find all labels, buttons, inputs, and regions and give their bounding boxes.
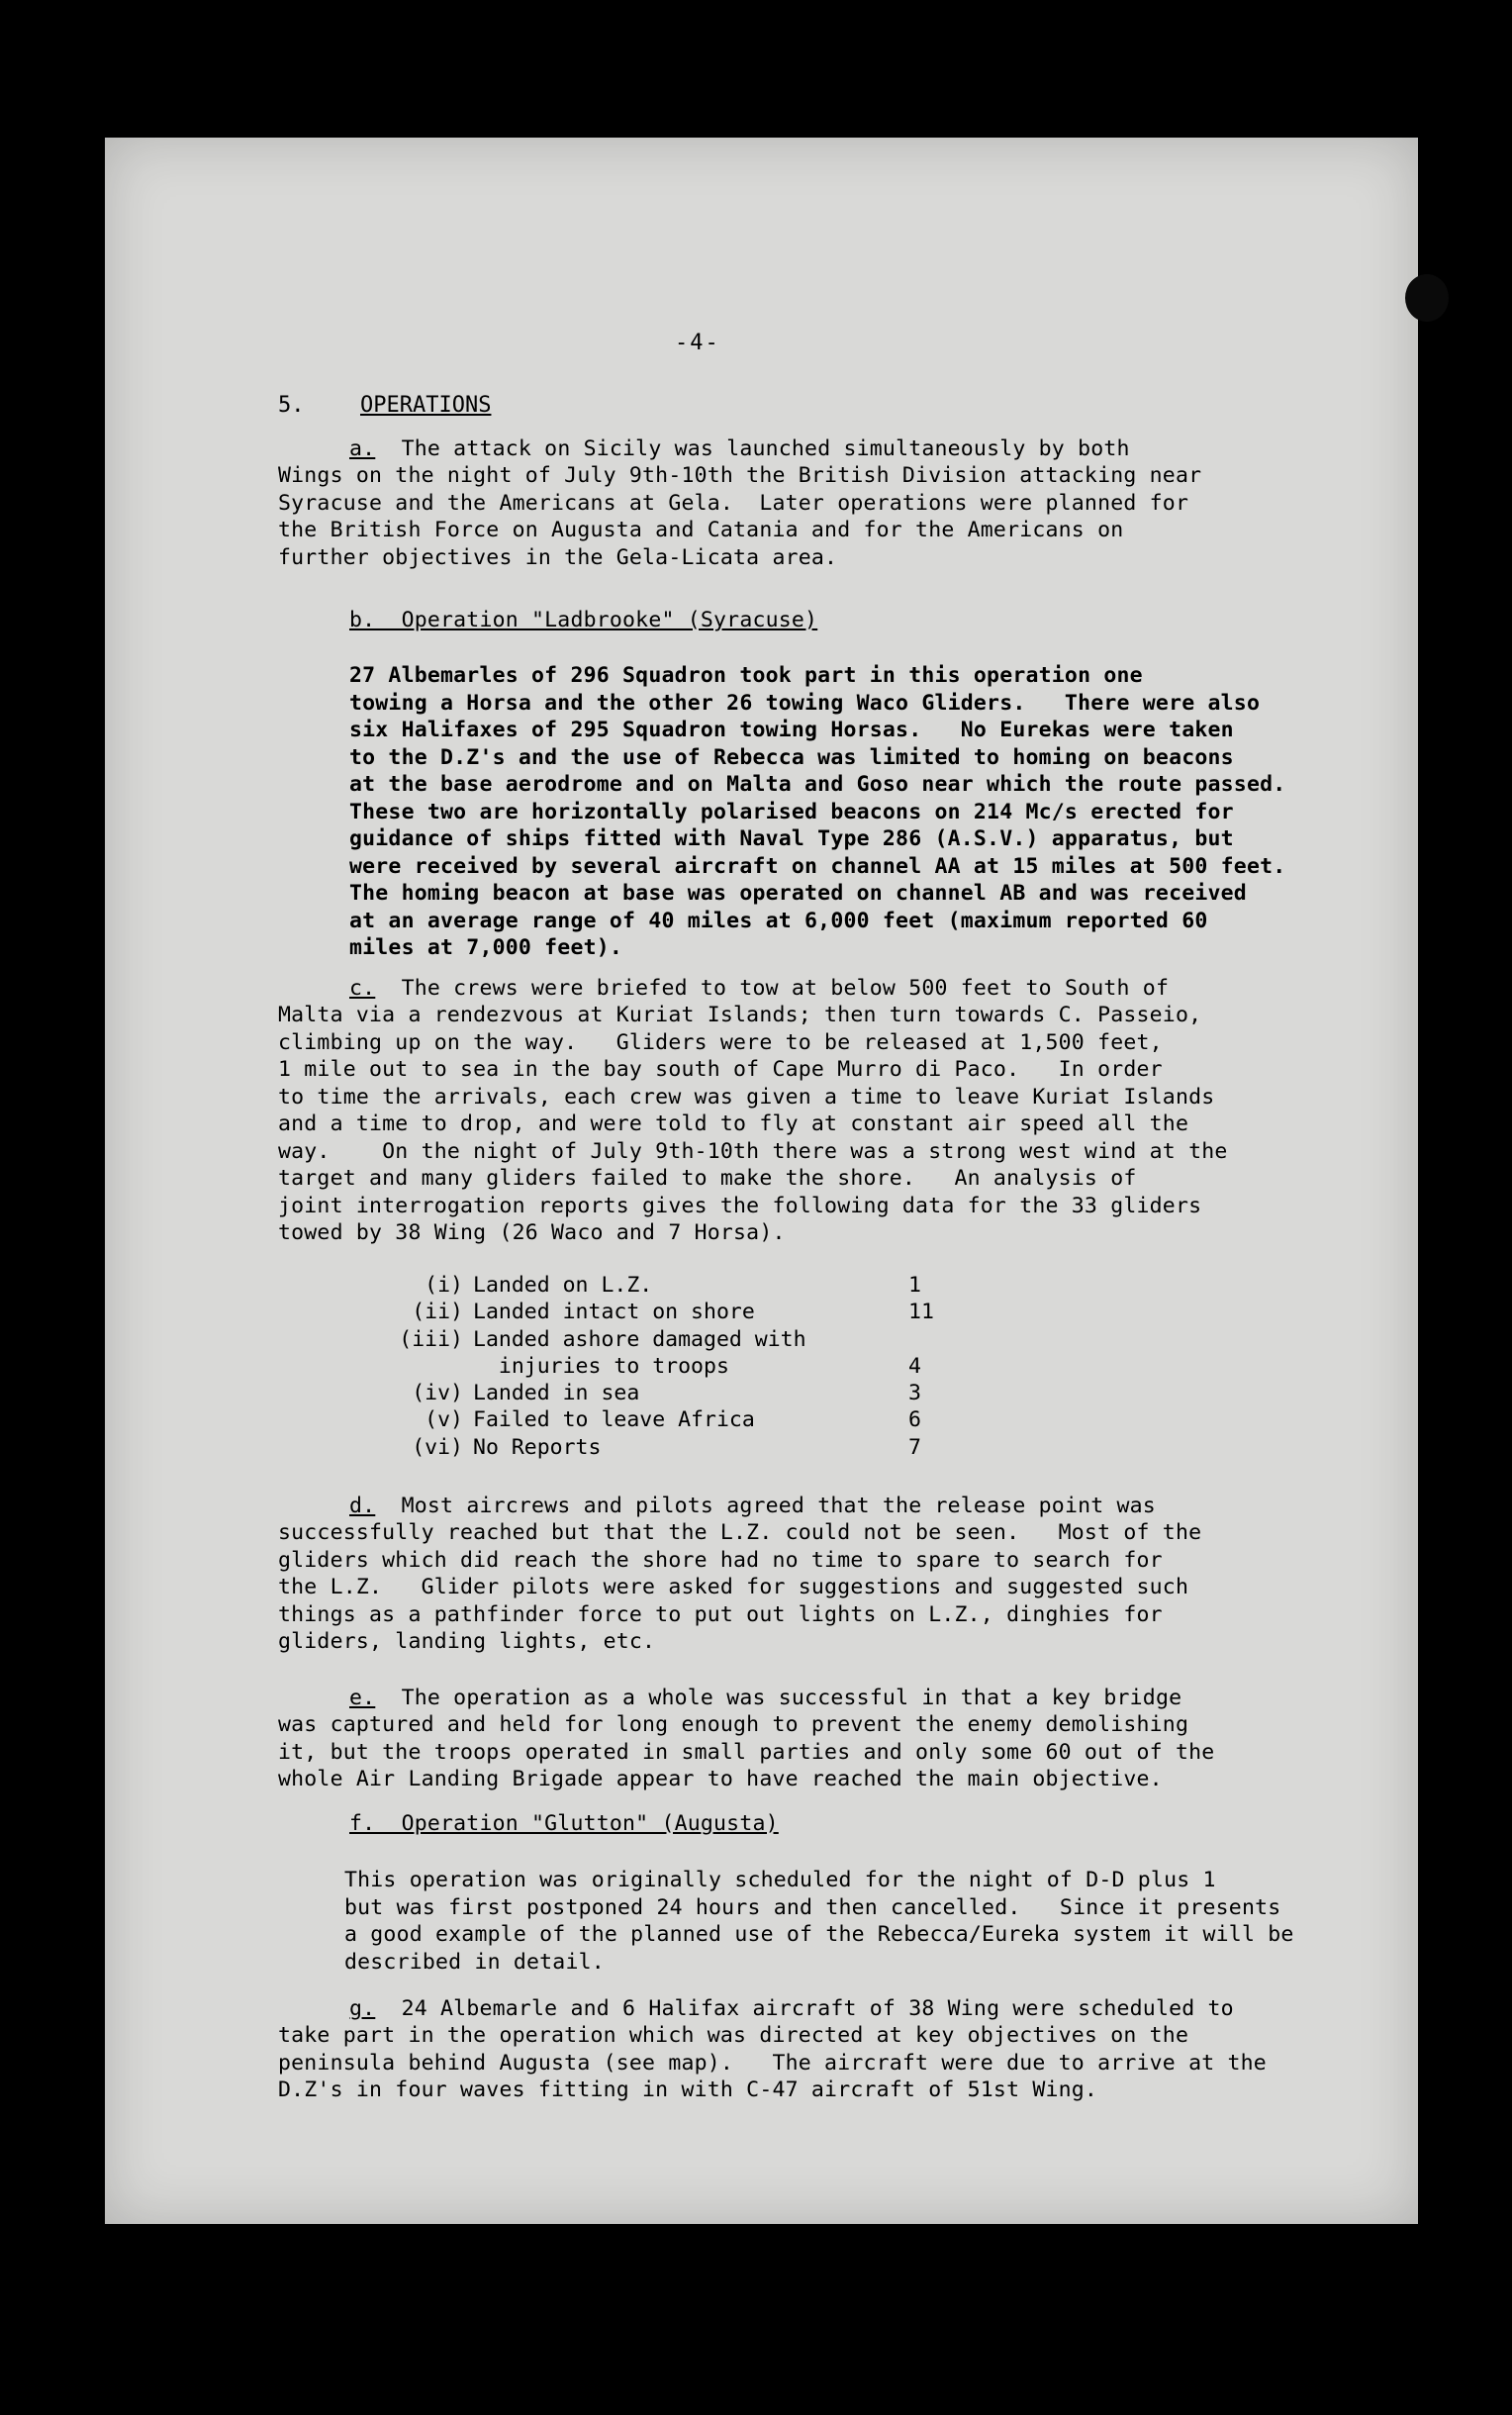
para-f-heading: f. Operation "Glutton" (Augusta) [349, 1811, 779, 1836]
para-b-text: 27 Albemarles of 296 Squadron took part in this operation one towing a Horsa and the other 26 towing Waco Gliders. There were also six Halifaxes of 295 Squadron towing Horsas. No Eurekas were taken to the D.Z's and the use of Rebecca was limited to homing on beacons at the base aerodrome and on Malta and Goso near which the route passed. These two are horizontally polarised beacons on 214 Mc/s erected for guidance of ships fitted with Naval Type 286 (A.S.V.) apparatus, but were received by several aircraft on channel AA at 15 miles at 500 feet. The homing beacon at base was operated on channel AB and was received at an average range of 40 miles at 6,000 feet (maximum reported 60 miles at 7,000 feet). [349, 663, 1286, 960]
glider-table-num: (vi) [412, 1434, 463, 1460]
para-d-first-line: Most aircrews and pilots agreed that the release point was [401, 1494, 1156, 1518]
glider-table-label: Failed to leave Africa [473, 1407, 755, 1433]
para-a-body: Wings on the night of July 9th-10th the British Division attacking near Syracuse and the Americans at Gela. Later operations were planned for the British Force on Augusta and Catania and for the Americans on further objectives in the Gela-Licata area. [278, 463, 1202, 570]
para-g-body: take part in the operation which was directed at key objectives on the peninsula behind Augusta (see map). The aircraft were due to arrive at the D.Z's in four waves fitting in with C-47 aircraft of 51st Wing. [278, 2023, 1267, 2102]
glider-table-row [364, 1406, 948, 1433]
para-c-letter: c. [349, 976, 376, 1001]
glider-table-num: (ii) [412, 1300, 463, 1325]
para-g-first [349, 1995, 1234, 2023]
para-f-body: This operation was originally scheduled for the night of D-D plus 1 but was first postponed 24 hours and then cancelled. Since it presents a good example of the planned use of the Rebecca/Eureka system it will be described in detail. [344, 1868, 1294, 1975]
page-number: -4- [675, 331, 720, 355]
glider-table-value: 1 [908, 1273, 921, 1298]
glider-table-row [364, 1299, 948, 1325]
para-e-letter: e. [349, 1686, 376, 1710]
glider-table-num: (v) [425, 1407, 463, 1433]
glider-table-row [364, 1326, 948, 1353]
glider-table-label: Landed intact on shore [473, 1300, 755, 1325]
glider-table-value: 4 [908, 1353, 921, 1379]
para-g-letter: g. [349, 1996, 376, 2021]
section-number: 5. [278, 393, 305, 418]
glider-table-row [364, 1434, 948, 1461]
glider-table-value: 7 [908, 1434, 921, 1460]
para-e-first [349, 1685, 1181, 1712]
section-title: OPERATIONS [360, 393, 492, 418]
glider-table-value: 6 [908, 1407, 921, 1433]
para-a-letter: a. [349, 436, 376, 461]
glider-table-row [364, 1353, 948, 1380]
para-c-body: Malta via a rendezvous at Kuriat Islands; then turn towards C. Passeio, climbing up on the way. Gliders were to be released at 1,500 feet, 1 mile out to sea in the bay south of Cape Murro di Paco. In order to time the arrivals, each crew was given a time to leave Kuriat Islands and a time to drop, and were told to fly at constant air speed all the way. On the night of July 9th-10th there was a strong west wind at the target and many gliders failed to make the shore. An analysis of joint interrogation reports gives the following data for the 33 gliders towed by 38 Wing (26 Waco and 7 Horsa). [278, 1003, 1228, 1245]
punch-hole [1405, 274, 1449, 322]
glider-table-num: (iv) [412, 1381, 463, 1406]
glider-table-row [364, 1380, 948, 1406]
glider-table-label: Landed ashore damaged with [473, 1326, 806, 1352]
para-a-first-line: The attack on Sicily was launched simultaneously by both [401, 436, 1130, 461]
section-heading [278, 393, 491, 418]
glider-table-label: No Reports [473, 1434, 602, 1460]
para-d-letter: d. [349, 1494, 376, 1518]
para-g-first-line: 24 Albemarle and 6 Halifax aircraft of 38 Wing were scheduled to [401, 1996, 1234, 2021]
glider-table-num: (i) [425, 1273, 463, 1298]
para-b-heading: b. Operation "Ladbrooke" (Syracuse) [349, 608, 818, 632]
glider-table-row [364, 1272, 948, 1299]
glider-table-label: Landed in sea [473, 1381, 640, 1406]
glider-table-value [908, 1326, 948, 1353]
para-d-body: successfully reached but that the L.Z. could not be seen. Most of the gliders which did reach the shore had no time to spare to search for the L.Z. Glider pilots were asked for suggestions and suggested such things as a pathfinder force to put out lights on L.Z., dinghies for gliders, landing lights, etc. [278, 1520, 1202, 1654]
para-b-body [349, 662, 1285, 962]
para-c-first-line: The crews were briefed to tow at below 500 feet to South of [401, 976, 1170, 1001]
para-d-first [349, 1493, 1156, 1520]
para-e-first-line: The operation as a whole was successful in that a key bridge [401, 1686, 1182, 1710]
glider-table-num: (iii) [399, 1326, 463, 1352]
para-a-first [349, 435, 1130, 463]
glider-table-value: 11 [908, 1300, 934, 1325]
glider-table-label: Landed on L.Z. [473, 1273, 653, 1298]
glider-results-table [364, 1272, 948, 1461]
glider-table-label: injuries to troops [473, 1353, 729, 1379]
para-c-first [349, 975, 1169, 1003]
glider-table-num [364, 1353, 473, 1380]
glider-table-value: 3 [908, 1381, 921, 1406]
para-e-body: was captured and held for long enough to prevent the enemy demolishing it, but the troops operated in small parties and only some 60 out of the whole Air Landing Brigade appear to have reached the main objective. [278, 1712, 1215, 1791]
